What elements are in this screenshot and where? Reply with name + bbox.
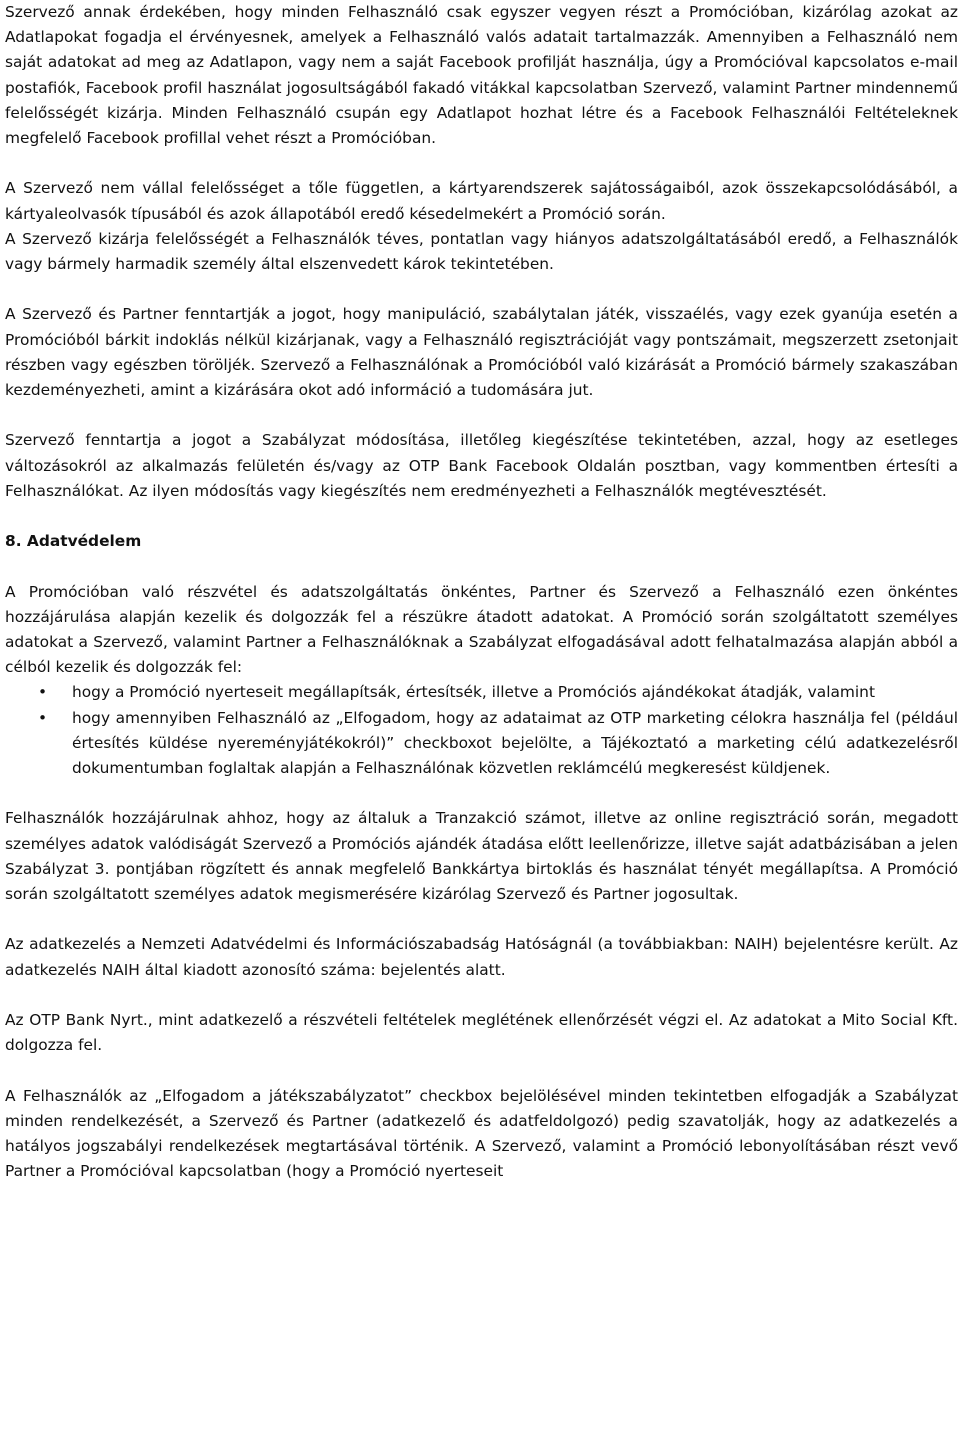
paragraph-data-protection-intro: A Promócióban való részvétel és adatszolgáltatás önkéntes, Partner és Szervező a Felhasználó ezen önkéntes hozzájárulása alapján kezelik és dolgozzák fel a részükre átadott adatokat. A Promóció során szolgáltatott személyes adatokat a Szervező, valamint Partner a Felhasználóknak a Szabályzat elfogadásával adott felhatalmazása alapján abból a célból kezelik és dolgozzák fel: [5,582,958,677]
bullet-icon: • [38,708,48,727]
list-item-text: hogy amennyiben Felhasználó az „Elfogadom, hogy az adataimat az OTP marketing célokra használja fel (például értesítés küldése nyereményjátékokról)” checkboxot bejelölte, a Tájékoztató a marketing célú adatkezelésről dokumentumban foglaltak alapján a Felhasználónak közvetlen reklámcélú megkeresést küldjenek. [72,708,958,778]
bullet-icon: • [38,683,48,702]
list-item [5,706,958,782]
paragraph-data-error-liability: A Szervező kizárja felelősségét a Felhasználók téves, pontatlan vagy hiányos adatszolgáltatásából eredő, a Felhasználók vagy bármely harmadik személy által elszenvedett károk tekintetében. [5,229,958,274]
paragraph-rule-modification: Szervező fenntartja a jogot a Szabályzat módosítása, illetőleg kiegészítése tekintetében, azzal, hogy az esetleges változásokról az alkalmazás felületén és/vagy az OTP Bank Facebook Oldalán posztban, vagy kommentben értesíti a Felhasználókat. Az ilyen módosítás vagy kiegészítés nem eredményezheti a Felhasználók megtévesztését. [5,431,958,500]
paragraph-data-verification: Felhasználók hozzájárulnak ahhoz, hogy az általuk a Tranzakció számot, illetve az online regisztráció során, megadott személyes adatok valódiságát Szervező a Promóciós ajándék átadása előtt leellenőrizze, illetve saját adatbázisában a jelen Szabályzat 3. pontjában rögzített és annak megfelelő Bankkártya birtoklás és használat tényét megállapítsa. A Promóció során szolgáltatott személyes adatok megismerésére kizárólag Szervező és Partner jogosultak. [5,809,958,904]
list-item-text: hogy a Promóció nyerteseit megállapítsák, értesítsék, illetve a Promóciós ajándékokat átadják, valamint [72,683,875,702]
paragraph-rules-acceptance: A Felhasználók az „Elfogadom a játékszabályzatot” checkbox bejelölésével minden tekintetben elfogadják a Szabályzat minden rendelkezését, a Szervező és Partner (adatkezelő és adatfeldolgozó) pedig szavatolják, hogy az adatkezelés a hatályos jogszabályi rendelkezések megtartásával történik. A Szervező, valamint a Promóció lebonyolításában részt vevő Partner a Promócióval kapcsolatban (hogy a Promóció nyerteseit [5,1086,958,1181]
section-heading-data-protection: 8. Adatvédelem [5,532,142,551]
list-item [5,680,958,705]
paragraph-single-entry-rule: Szervező annak érdekében, hogy minden Felhasználó csak egyszer vegyen részt a Promócióban, kizárólag azokat az Adatlapokat fogadja el érvényesnek, amelyek a Felhasználó valós adatait tartalmazzák. Amennyiben a Felhasználó nem saját adatokat ad meg az Adatlapon, vagy nem a saját Facebook profilját használja, úgy a Promócióval kapcsolatos e-mail postafiók, Facebook profil használat jogosultságából fakadó vitákkal kapcsolatban Szervező, valamint Partner mindennemű felelősségét kizárja. Minden Felhasználó csupán egy Adatlapot hozhat létre és a Facebook Felhasználói Feltételeknek megfelelő Facebook profillal vehet részt a Promócióban. [5,3,958,148]
paragraph-exclusion-rights: A Szervező és Partner fenntartják a jogot, hogy manipuláció, szabálytalan játék, visszaélés, vagy ezek gyanúja esetén a Promócióból bárkit indoklás nélkül kizárjanak, vagy a Felhasználó regisztrációját vagy pontszámait, megszerzett zsetonjait részben vagy egészben töröljék. Szervező a Felhasználónak a Promócióból való kizárását a Promóció bármely szakaszában kezdeményezheti, amint a kizárására okot adó információ a tudomására jut. [5,305,958,400]
paragraph-card-system-liability: A Szervező nem vállal felelősséget a tőle független, a kártyarendszerek sajátosságaiból, azok összekapcsolódásából, a kártyaleolvasók típusából és azok állapotából eredő késedelmekért a Promóció során. [5,179,958,223]
paragraph-naih-registration: Az adatkezelés a Nemzeti Adatvédelmi és Információszabadság Hatóságnál (a továbbiakban: NAIH) bejelentésre került. Az adatkezelés NAIH által kiadott azonosító száma: bejelentés alatt. [5,935,958,979]
document-page [5,0,958,1184]
paragraph-data-controller: Az OTP Bank Nyrt., mint adatkezelő a részvételi feltételek meglétének ellenőrzését végzi el. Az adatokat a Mito Social Kft. dolgozza fel. [5,1011,958,1055]
purpose-bullet-list [5,680,958,781]
